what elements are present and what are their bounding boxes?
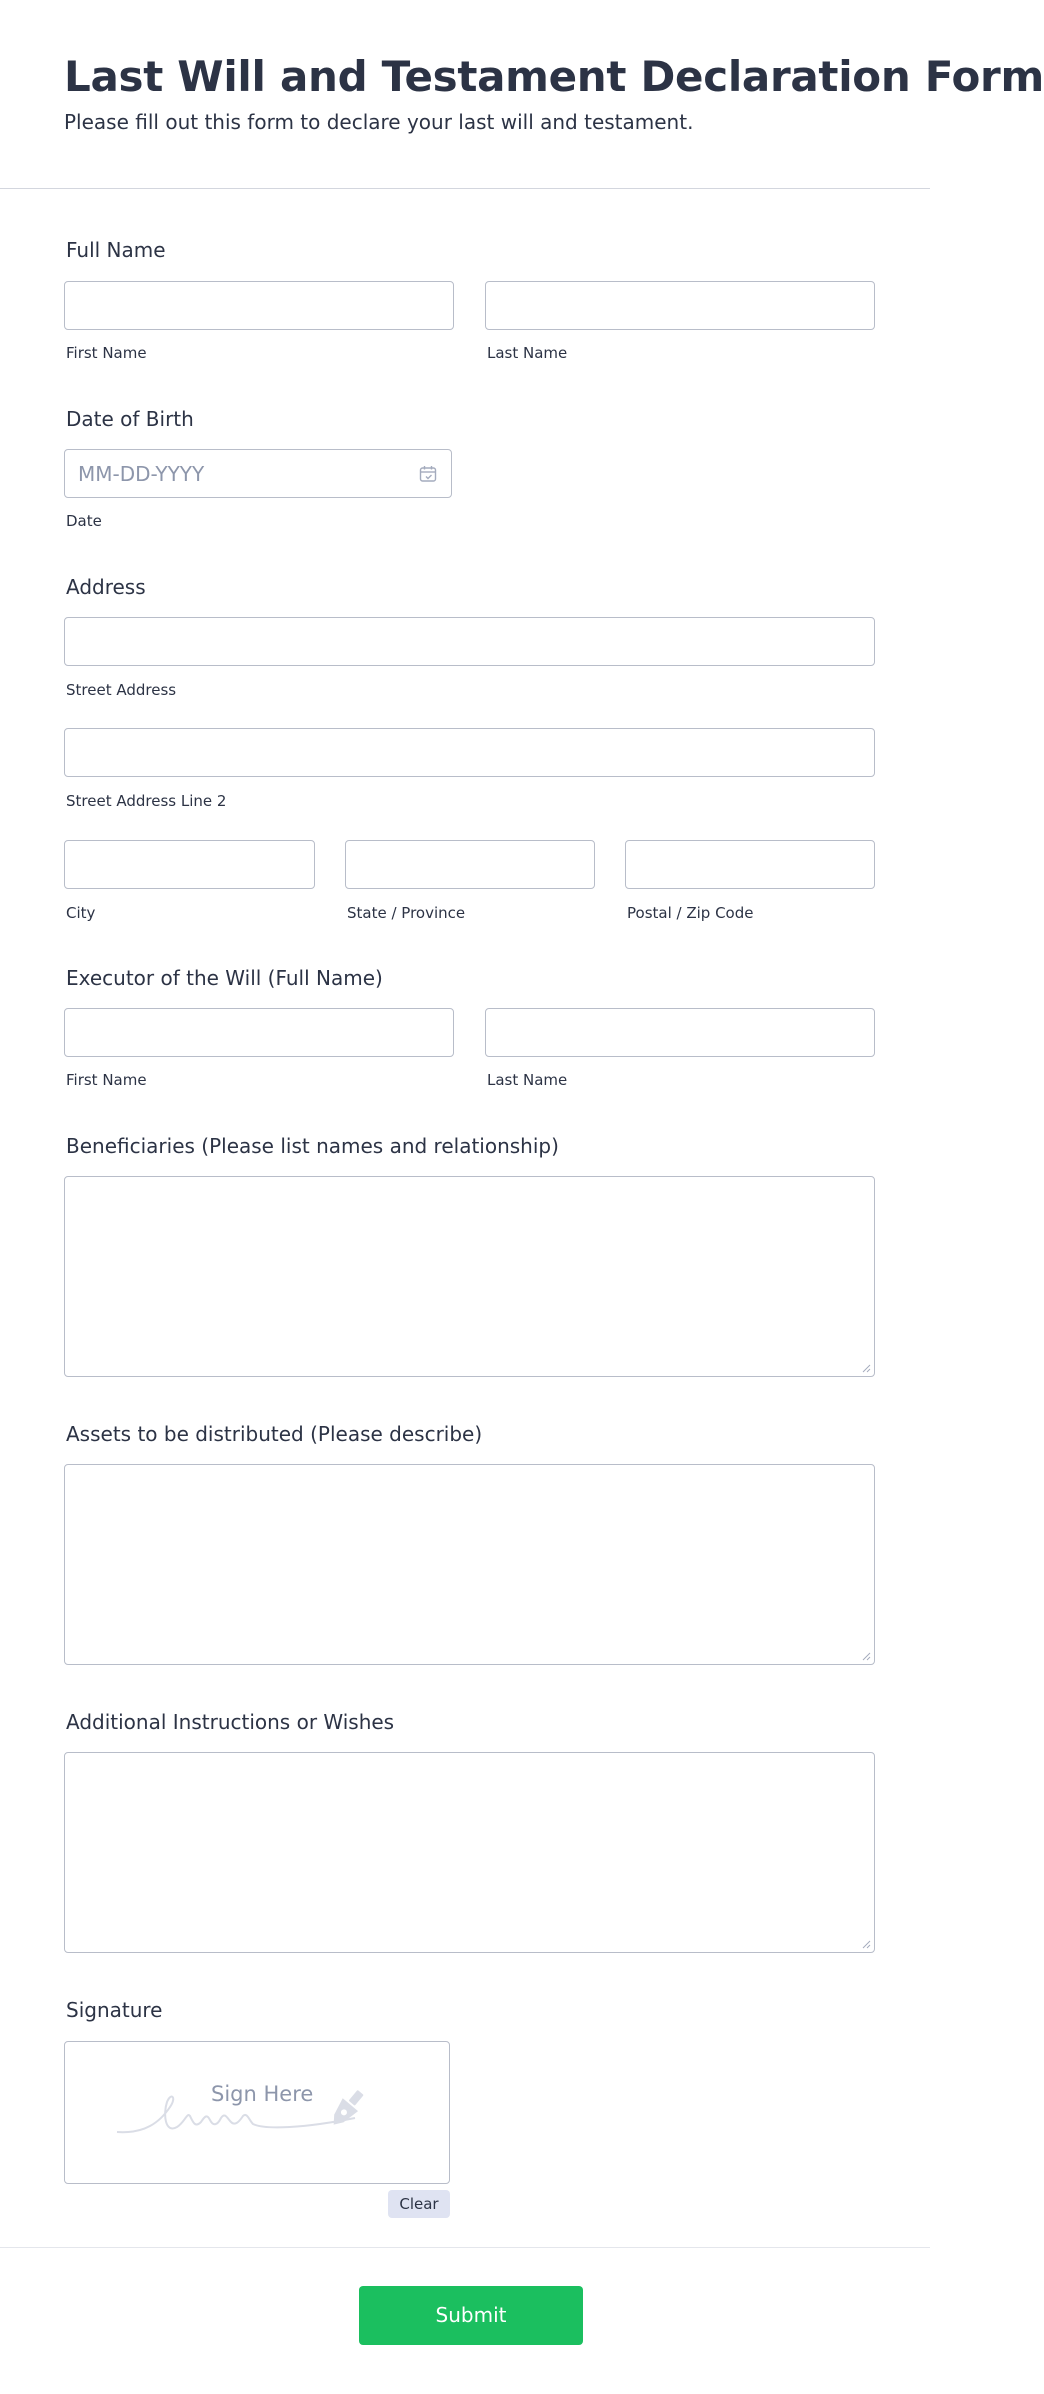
date-of-birth-input[interactable]: [64, 449, 452, 498]
executor-last-name-input[interactable]: [485, 1008, 875, 1057]
full-name-label: Full Name: [66, 238, 166, 262]
last-name-sublabel: Last Name: [487, 344, 568, 362]
form-subtitle: Please fill out this form to declare your last will and testament.: [64, 110, 694, 134]
state-sublabel: State / Province: [347, 904, 466, 922]
street-address-input[interactable]: [64, 617, 875, 666]
form-title: Last Will and Testament Declaration Form: [64, 52, 1044, 101]
assets-textarea[interactable]: [64, 1464, 875, 1665]
first-name-sublabel: First Name: [66, 344, 147, 362]
street-address-line2-input[interactable]: [64, 728, 875, 777]
calendar-icon[interactable]: [419, 465, 437, 483]
zip-sublabel: Postal / Zip Code: [627, 904, 754, 922]
executor-last-name-sublabel: Last Name: [487, 1071, 568, 1089]
form-footer: [0, 2247, 930, 2394]
instructions-label: Additional Instructions or Wishes: [66, 1710, 395, 1734]
resize-grip-icon[interactable]: [861, 1651, 871, 1661]
clear-signature-button[interactable]: Clear: [388, 2190, 450, 2218]
zip-input[interactable]: [625, 840, 875, 889]
city-sublabel: City: [66, 904, 96, 922]
beneficiaries-textarea[interactable]: [64, 1176, 875, 1377]
resize-grip-icon[interactable]: [861, 1363, 871, 1373]
executor-first-name-sublabel: First Name: [66, 1071, 147, 1089]
instructions-textarea[interactable]: [64, 1752, 875, 1953]
executor-first-name-input[interactable]: [64, 1008, 454, 1057]
last-name-input[interactable]: [485, 281, 875, 330]
date-of-birth-label: Date of Birth: [66, 407, 194, 431]
state-input[interactable]: [345, 840, 595, 889]
address-label: Address: [66, 575, 146, 599]
signature-label: Signature: [66, 1998, 163, 2022]
signature-placeholder: Sign Here: [211, 2082, 314, 2106]
assets-label: Assets to be distributed (Please describe): [66, 1422, 483, 1446]
street-address-line2-sublabel: Street Address Line 2: [66, 792, 227, 810]
beneficiaries-label: Beneficiaries (Please list names and relationship): [66, 1134, 559, 1158]
signature-pad[interactable]: [64, 2041, 450, 2184]
date-sublabel: Date: [66, 512, 102, 530]
form-header: [0, 0, 1044, 189]
city-input[interactable]: [64, 840, 315, 889]
date-placeholder: MM-DD-YYYY: [78, 462, 205, 486]
submit-button[interactable]: Submit: [359, 2286, 583, 2345]
first-name-input[interactable]: [64, 281, 454, 330]
street-address-sublabel: Street Address: [66, 681, 177, 699]
resize-grip-icon[interactable]: [861, 1939, 871, 1949]
executor-label: Executor of the Will (Full Name): [66, 966, 383, 990]
